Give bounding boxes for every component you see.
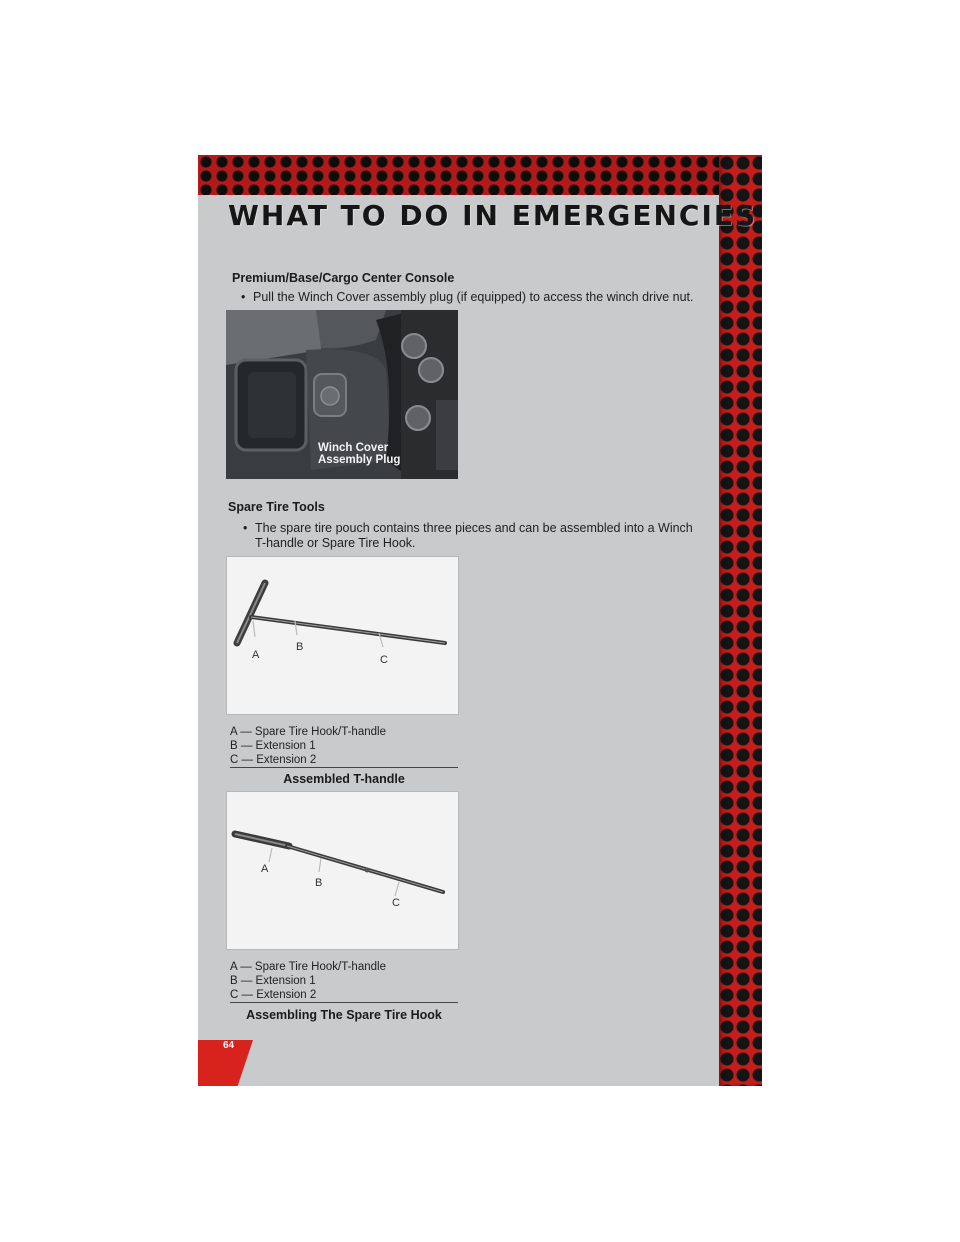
t-handle-legend	[230, 725, 458, 767]
photo-caption-line1: Winch Cover	[318, 442, 389, 454]
legend-divider	[230, 1002, 458, 1003]
legend-item-b: B — Extension 1	[230, 975, 316, 987]
label-b: B	[315, 877, 323, 889]
page-title: WHAT TO DO IN EMERGENCIES	[228, 199, 758, 232]
label-c: C	[392, 897, 400, 909]
assembled-t-handle-figure	[226, 556, 459, 715]
label-b: B	[296, 641, 304, 653]
photo-caption	[318, 442, 400, 466]
spare-tire-bullet-line1: The spare tire pouch contains three pieces and can be assembled into a Winch	[255, 521, 693, 535]
winch-cover-bullet	[241, 290, 713, 305]
legend-item-a: A — Spare Tire Hook/T-handle	[230, 726, 386, 738]
figure-title: Assembling The Spare Tire Hook	[246, 1008, 442, 1022]
label-a: A	[252, 649, 260, 661]
t-handle-illustration	[227, 557, 458, 714]
manual-page	[198, 155, 762, 1086]
photo-caption-line2: Assembly Plug	[318, 454, 401, 466]
spare-tire-pouch-bullet	[243, 521, 715, 551]
legend-item-c: C — Extension 2	[230, 754, 317, 766]
legend-item-b: B — Extension 1	[230, 740, 316, 752]
page-number: 64	[223, 1040, 235, 1051]
center-console-heading: Premium/Base/Cargo Center Console	[232, 271, 455, 285]
label-c: C	[380, 654, 388, 666]
spare-tire-bullet-line2: T-handle or Spare Tire Hook.	[255, 536, 416, 550]
bullet-icon: •	[243, 521, 248, 535]
legend-item-c: C — Extension 2	[230, 989, 317, 1001]
bullet-icon: •	[241, 290, 246, 304]
label-a: A	[261, 863, 269, 875]
center-console-photo	[226, 310, 458, 479]
header-texture-band	[198, 155, 762, 195]
side-texture-band	[719, 155, 762, 1086]
winch-cover-bullet-text: Pull the Winch Cover assembly plug (if equipped) to access the winch drive nut.	[253, 290, 694, 304]
legend-item-a: A — Spare Tire Hook/T-handle	[230, 961, 386, 973]
spare-tire-hook-figure	[226, 791, 459, 950]
spare-tire-hook-legend	[230, 960, 458, 1002]
spare-tire-tools-heading: Spare Tire Tools	[228, 500, 325, 514]
figure-title: Assembled T-handle	[283, 772, 405, 786]
legend-divider	[230, 767, 458, 768]
